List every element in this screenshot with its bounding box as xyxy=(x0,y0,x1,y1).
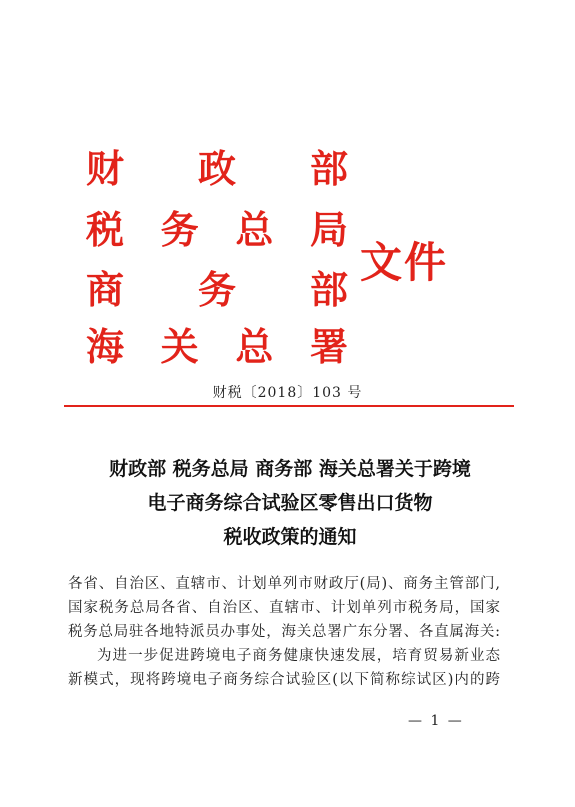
issuer-char: 署 xyxy=(309,324,348,369)
issuer-ministry-of-finance xyxy=(86,148,348,190)
issuer-char: 税 xyxy=(86,207,125,252)
issuer-char: 总 xyxy=(235,207,274,252)
document-body xyxy=(68,572,500,692)
body-paragraph-line: 新模式，现将跨境电子商务综合试验区(以下简称综试区)内的跨 xyxy=(68,672,500,688)
issuer-char: 务 xyxy=(197,267,236,312)
issuer-general-administration-of-customs xyxy=(86,326,348,368)
body-paragraph-line: 为进一步促进跨境电子商务健康快速发展，培育贸易新业态 xyxy=(97,648,500,664)
title-line: 电子商务综合试验区零售出口货物 xyxy=(147,492,433,514)
document-number: 财税〔2018〕103 号 xyxy=(212,385,363,401)
title-line: 财政部 税务总局 商务部 海关总署关于跨境 xyxy=(109,458,471,480)
addressee-line: 各省、自治区、直辖市、计划单列市财政厅(局)、商务主管部门, xyxy=(68,576,500,592)
issuer-char: 务 xyxy=(160,207,199,252)
page-number: — 1 — xyxy=(408,713,464,729)
issuer-char: 商 xyxy=(86,267,125,312)
addressee-line: 税务总局驻各地特派员办事处，海关总署广东分署、各直属海关: xyxy=(68,624,500,640)
issuer-state-taxation-administration xyxy=(86,209,348,251)
issuer-ministry-of-commerce xyxy=(86,269,348,311)
issuer-char: 关 xyxy=(160,324,199,369)
issuer-char: 财 xyxy=(86,146,125,191)
document-label: 文件 xyxy=(360,238,449,287)
issuer-char: 政 xyxy=(197,146,236,191)
issuer-char: 部 xyxy=(309,267,348,312)
issuer-char: 总 xyxy=(235,324,274,369)
addressee-line: 国家税务总局各省、自治区、直辖市、计划单列市税务局，国家 xyxy=(68,600,500,616)
issuer-char: 部 xyxy=(309,146,348,191)
document-title xyxy=(40,452,540,554)
issuer-char: 局 xyxy=(309,207,348,252)
red-header-divider xyxy=(64,405,514,407)
title-line: 税收政策的通知 xyxy=(223,526,357,548)
issuer-char: 海 xyxy=(86,324,125,369)
